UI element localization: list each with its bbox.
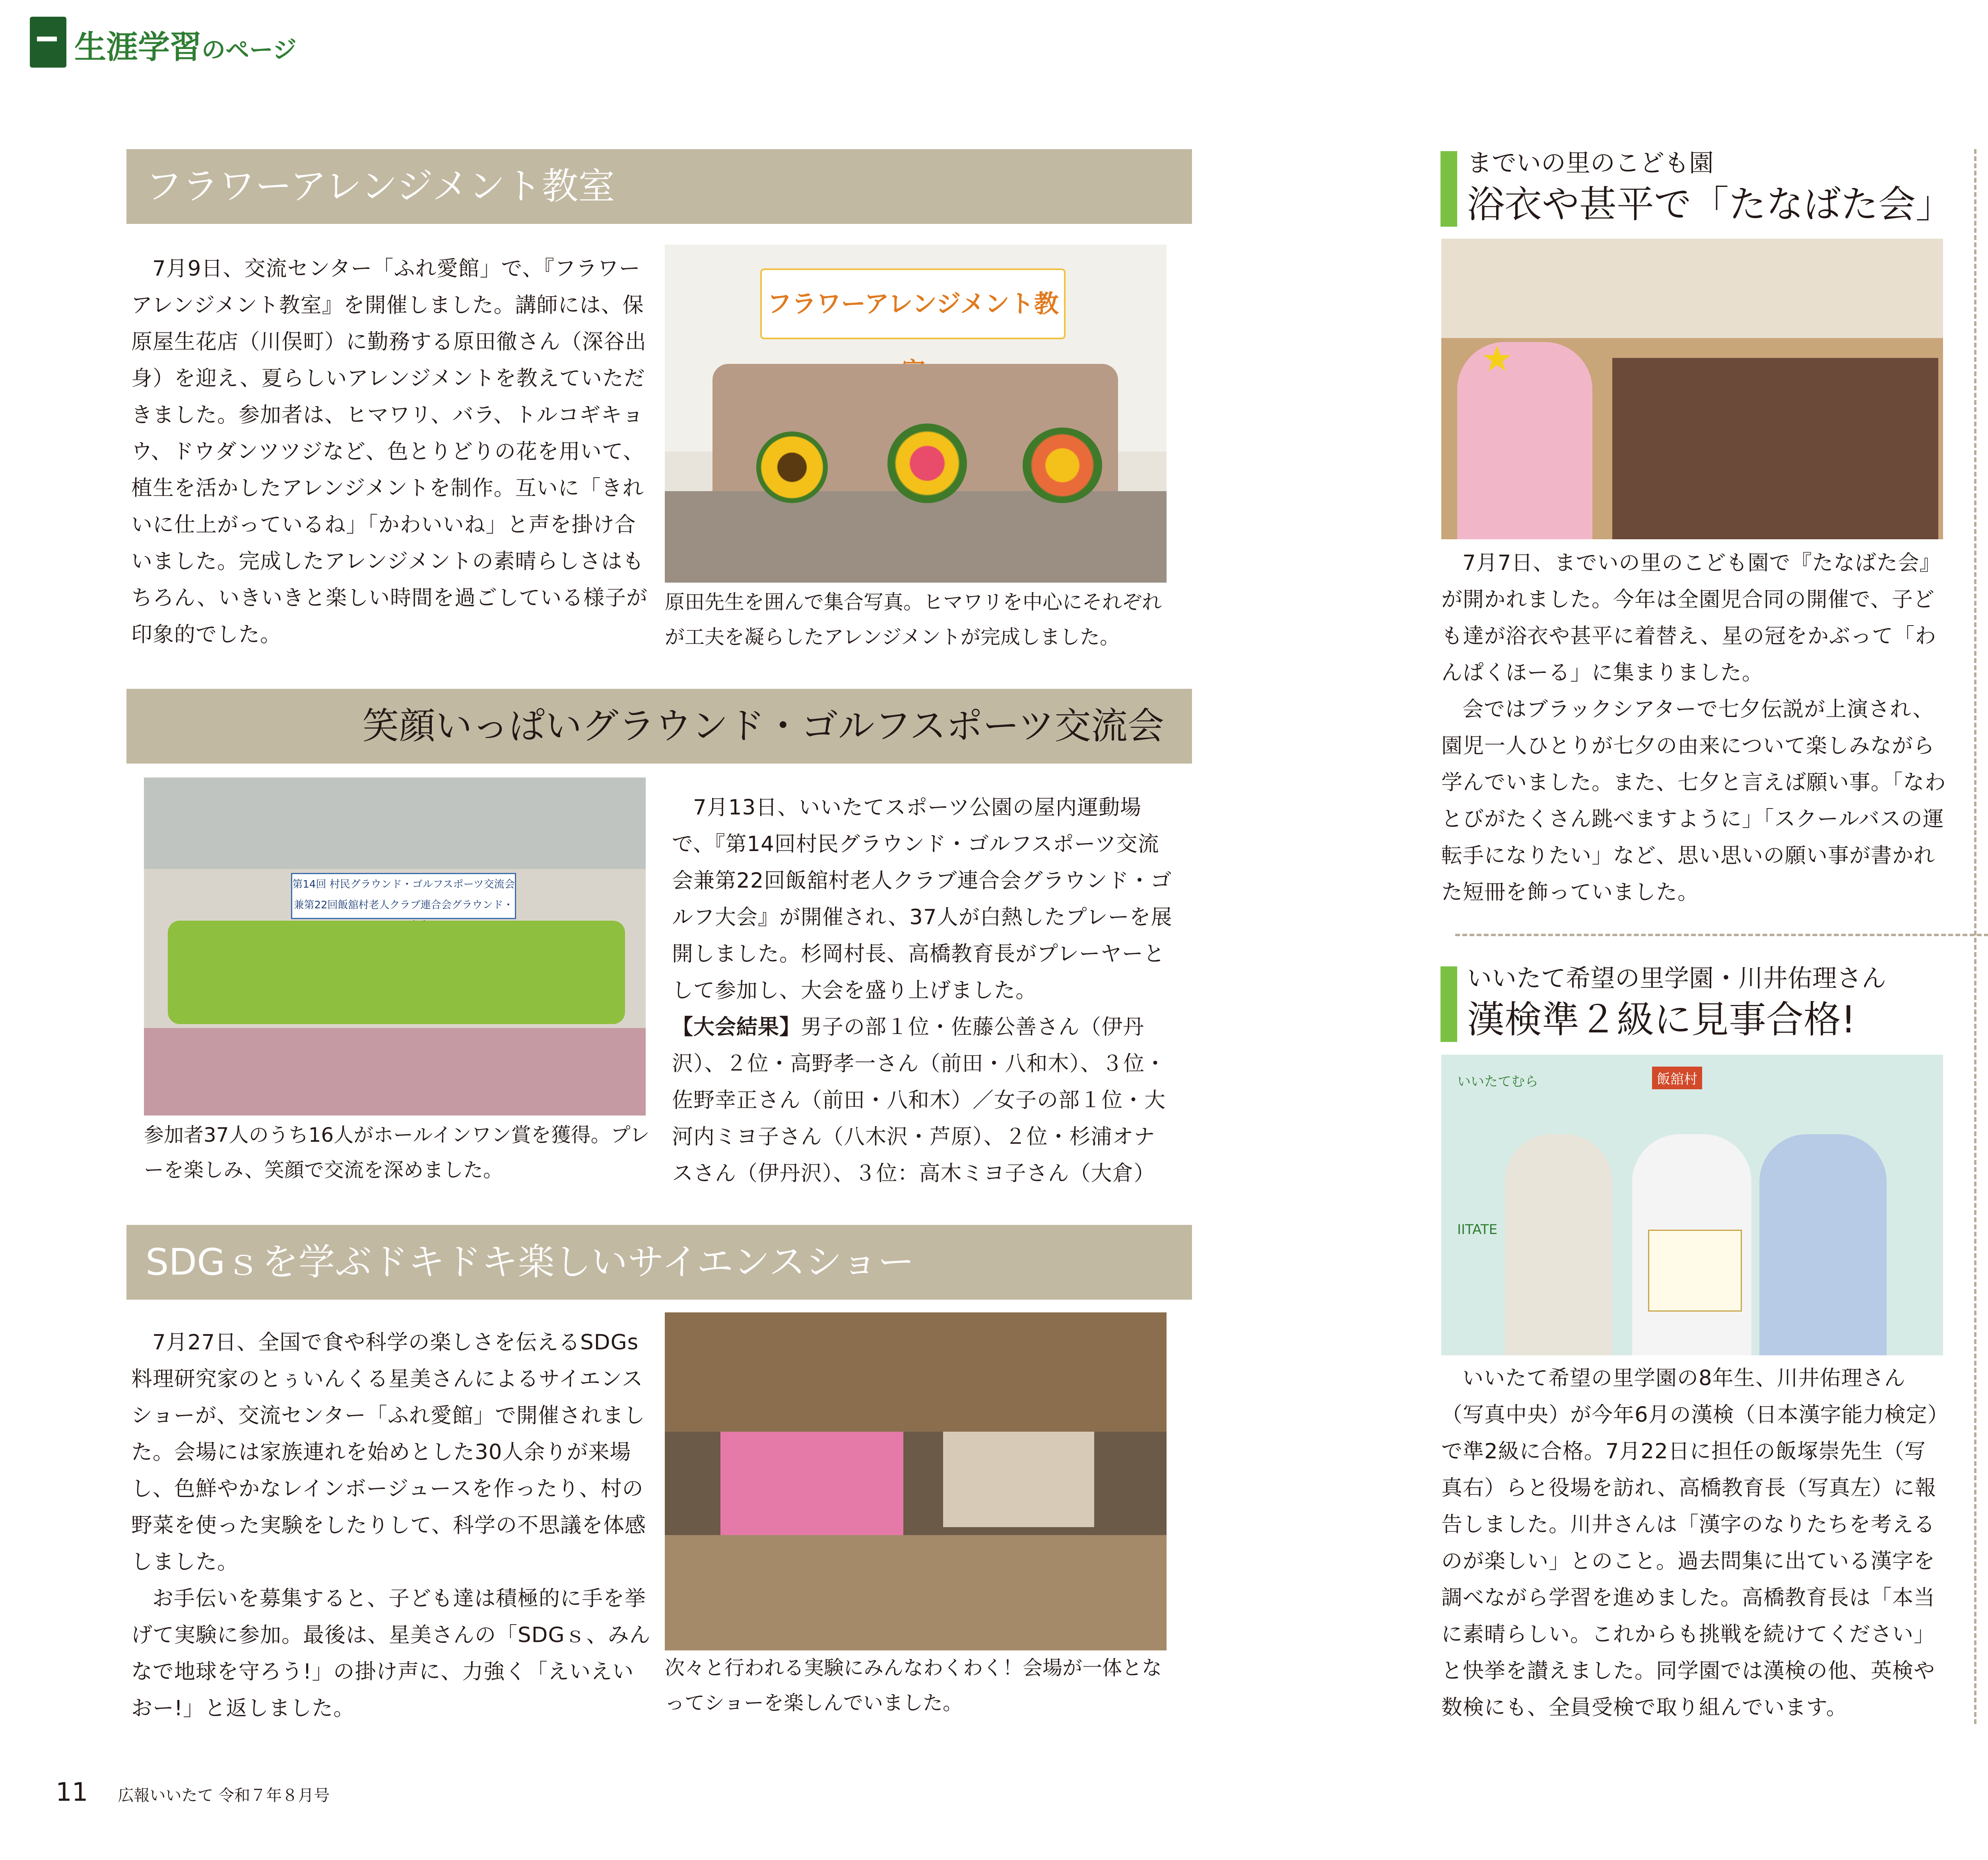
golf-results-text: 男子の部１位・佐藤公善さん（伊丹沢）、２位・高野孝一さん（前田・八和木）、３位・佐野幸正さん（前田・八和木）／女子の部１位・大河内ミヨ子さん（八木沢・芦原）、２位・杉浦オナスさん（伊丹沢）、３位：高木ミヨ子さん（大倉）: [672, 1015, 1166, 1186]
sdgs-paragraph-1: 7月27日、全国で食や科学の楽しさを伝えるSDGs料理研究家のとぅいんくる星美さんによるサイエンスショーが、交流センター「ふれ愛館」で開催されました。会場には家族連れを始めとした30人余りが来場し、色鮮やかなレインボージュースを作ったり、村の野菜を使った実験をしたりして、科学の不思議を体感しました。: [131, 1330, 646, 1574]
golf-photo-banner-line1: 第14回 村民グラウンド・ゴルフスポーツ交流会: [292, 878, 515, 890]
header-left-title: 生涯学習: [74, 29, 202, 66]
kanken-title: 漢検準２級に見事合格!: [1467, 998, 1856, 1042]
sdgs-paragraph-2: お手伝いを募集すると、子ども達は積極的に手を挙げて実験に参加。最後は、星美さんの「SDGｓ、みんなで地球を守ろう!」の掛け声に、力強く「えいえいおー!」と返しました。: [131, 1586, 651, 1720]
sdgs-body: [131, 1324, 652, 1727]
golf-photo-banner: [291, 873, 516, 919]
tanabata-kicker: までいの里のこども園: [1467, 148, 1714, 177]
kanken-photo-sign-2: 飯舘村: [1652, 1067, 1702, 1089]
golf-results: [672, 1009, 1174, 1192]
page-number-left: 11: [56, 1778, 88, 1807]
sdgs-banner: [126, 1225, 1192, 1300]
kanken-photo: [1441, 1055, 1943, 1355]
flower-body: [131, 251, 652, 653]
golf-photo-banner-line2: 兼第22回飯舘村老人クラブ連合会グラウンド・: [293, 899, 514, 911]
golf-photo: [144, 777, 646, 1116]
tanabata-paragraph-1: 7月7日、までいの里のこども園で『たなばた会』が開かれました。今年は全園児合同の開催で、子ども達が浴衣や甚平に着替え、星の冠をかぶって「わんぱくほーる」に集まりました。: [1441, 551, 1941, 685]
book-icon: [30, 17, 66, 68]
tanabata-photo: [1441, 239, 1943, 539]
publication-left: 広報いいたて 令和７年８月号: [118, 1786, 330, 1805]
tanabata-accent-bar: [1441, 151, 1457, 227]
sdgs-caption: 次々と行われる実験にみんなわくわく！会場が一体となってショーを楽しんでいました。: [665, 1656, 1162, 1714]
vertical-divider: [1974, 149, 1976, 1724]
golf-banner: [126, 689, 1192, 764]
golf-caption: 参加者37人のうち16人がホールインワン賞を獲得。プレーを楽しみ、笑顔で交流を深めました。: [144, 1123, 650, 1182]
horizontal-divider: [1455, 934, 1988, 936]
flower-photo: [665, 245, 1167, 583]
tanabata-paragraph-2: 会ではブラックシアターで七夕伝説が上演され、園児一人ひとりが七夕の由来について楽しみながら学んでいました。また、七夕と言えば願い事。「なわとびがたくさん跳べますように」「スクールバスの運転手になりたい」など、思い思いの願い事が書かれた短冊を飾っていました。: [1441, 697, 1946, 904]
sdgs-photo: [665, 1312, 1167, 1650]
kanken-body: [1441, 1360, 1947, 1726]
flower-photo-banner: フラワーアレンジメント教: [760, 268, 1066, 339]
sdgs-title: SDGｓを学ぶドキドキ楽しいサイエンスショー: [146, 1241, 914, 1283]
sunflower-icon: [756, 431, 828, 503]
golf-title: 笑顔いっぱいグラウンド・ゴルフスポーツ交流会: [362, 705, 1164, 747]
header-left-suffix: のページ: [202, 36, 297, 64]
flower-caption: 原田先生を囲んで集合写真。ヒマワリを中心にそれぞれが工夫を凝らしたアレンジメントが完成しました。: [665, 591, 1162, 649]
flower-paragraph: 7月9日、交流センター「ふれ愛館」で、『フラワーアレンジメント教室』を開催しました。講師には、保原屋生花店（川俣町）に勤務する原田徹さん（深谷出身）を迎え、夏らしいアレンジメントを教えていただきました。参加者は、ヒマワリ、バラ、トルコギキョウ、ドウダンツツジなど、色とりどりの花を用いて、植生を活かしたアレンジメントを制作。互いに「きれいに仕上がっているね」「かわいいね」と声を掛け合いました。完成したアレンジメントの素晴らしさはもちろん、いきいきと楽しい時間を過ごしている様子が印象的でした。: [131, 257, 648, 647]
kanken-photo-sign-3: IITATE: [1457, 1222, 1498, 1238]
golf-paragraph: 7月13日、いいたてスポーツ公園の屋内運動場で、『第14回村民グラウンド・ゴルフスポーツ交流会兼第22回飯舘村老人クラブ連合会グラウンド・ゴルフ大会』が開催され、37人が白熱したプレーを展開しました。杉岡村長、高橋教育長がプレーヤーとして参加し、大会を盛り上げました。: [672, 795, 1173, 1003]
tanabata-body: [1441, 545, 1947, 911]
kanken-kicker: いいたて希望の里学園・川井佑理さん: [1467, 964, 1887, 993]
flower-banner: [126, 149, 1192, 224]
golf-body: [672, 789, 1174, 1192]
kanken-accent-bar: [1441, 966, 1457, 1042]
tanabata-title: 浴衣や甚平で「たなばた会」: [1467, 183, 1953, 226]
golf-results-label: 【大会結果】: [672, 1015, 801, 1039]
footer-left: [56, 1778, 330, 1807]
star-crown-icon: ★: [1481, 338, 1513, 380]
flower-title: フラワーアレンジメント教室: [146, 165, 615, 208]
kanken-paragraph: いいたて希望の里学園の8年生、川井佑理さん（写真中央）が今年6月の漢検（日本漢字能力検定）で準2級に合格。7月22日に担任の飯塚崇先生（写真右）らと役場を訪れ、高橋教育長（写真左）に報告しました。川井さんは「漢字のなりたちを考えるのが楽しい」とのこと。過去問集に出ている漢字を調べながら学習を進めました。高橋教育長は「本当に素晴らしい。これからも挑戦を続けてください」と快挙を讃えました。同学園では漢検の他、英検や数検にも、全員受検で取り組んでいます。: [1441, 1366, 1939, 1720]
kanken-photo-sign-1: いいたてむら: [1457, 1074, 1538, 1090]
